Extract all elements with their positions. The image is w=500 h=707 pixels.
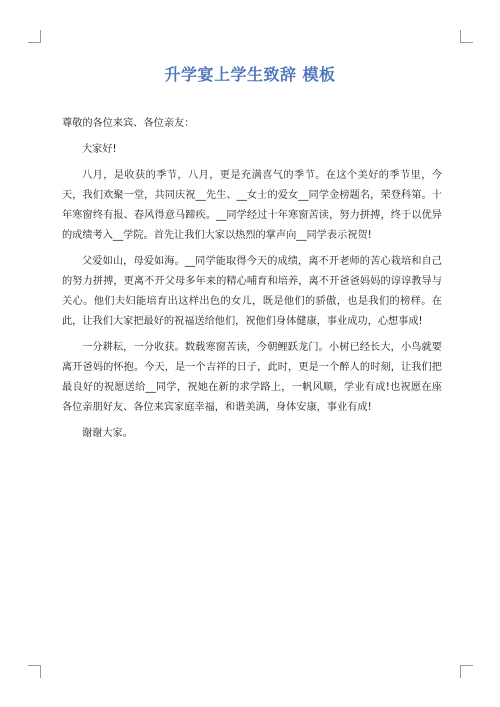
page-corner-mark-top-right [460, 30, 473, 43]
body-paragraph-2: 父爱如山，母爱如海。__同学能取得今天的成绩，离不开老师的苦心栽培和自己的努力拼搏，更离不开父母多年来的精心哺育和培养，离不开爸爸妈妈的谆谆教导与关心。他们夫妇能培育出这样出色的女儿，既是他们的骄傲，也是我们的榜样。在此，让我们大家把最好的祝福送给他们，祝他们身体健康，事业成功，心想事成! [62, 256, 442, 327]
salutation: 尊敬的各位来宾、各位亲友： [62, 118, 195, 129]
closing: 谢谢大家。 [82, 428, 133, 439]
page-corner-mark-bottom-left [28, 665, 41, 678]
body-paragraph-1: 八月，是收获的季节，八月，更是充满喜气的季节。在这个美好的季节里，今天，我们欢聚一堂，共同庆祝__先生、__女士的爱女__同学金榜题名，荣登科第。十年寒窗终有报、春风得意马蹄疾。__同学经过十年寒窗苦读，努力拼搏，终于以优异的成绩考入__学院。首先让我们大家以热烈的掌声向__同学表示祝贺! [62, 170, 442, 241]
body-paragraph-3: 一分耕耘，一分收获。数载寒窗苦读，今朝鲤跃龙门。小树已经长大，小鸟就要离开爸妈的怀抱。今天，是一个吉祥的日子，此时，更是一个醉人的时刻，让我们把最良好的祝愿送给__同学，祝她在新的求学路上，一帆风顺，学业有成!也祝愿在座各位亲朋好友、各位来宾家庭幸福，和谐美满，身体安康，事业有成! [62, 342, 442, 413]
page-corner-mark-top-left [28, 30, 41, 43]
document-body [62, 114, 442, 450]
page-corner-mark-bottom-right [460, 665, 473, 678]
document-title: 升学宴上学生致辞 模板 [164, 65, 336, 84]
greeting: 大家好! [82, 144, 117, 155]
